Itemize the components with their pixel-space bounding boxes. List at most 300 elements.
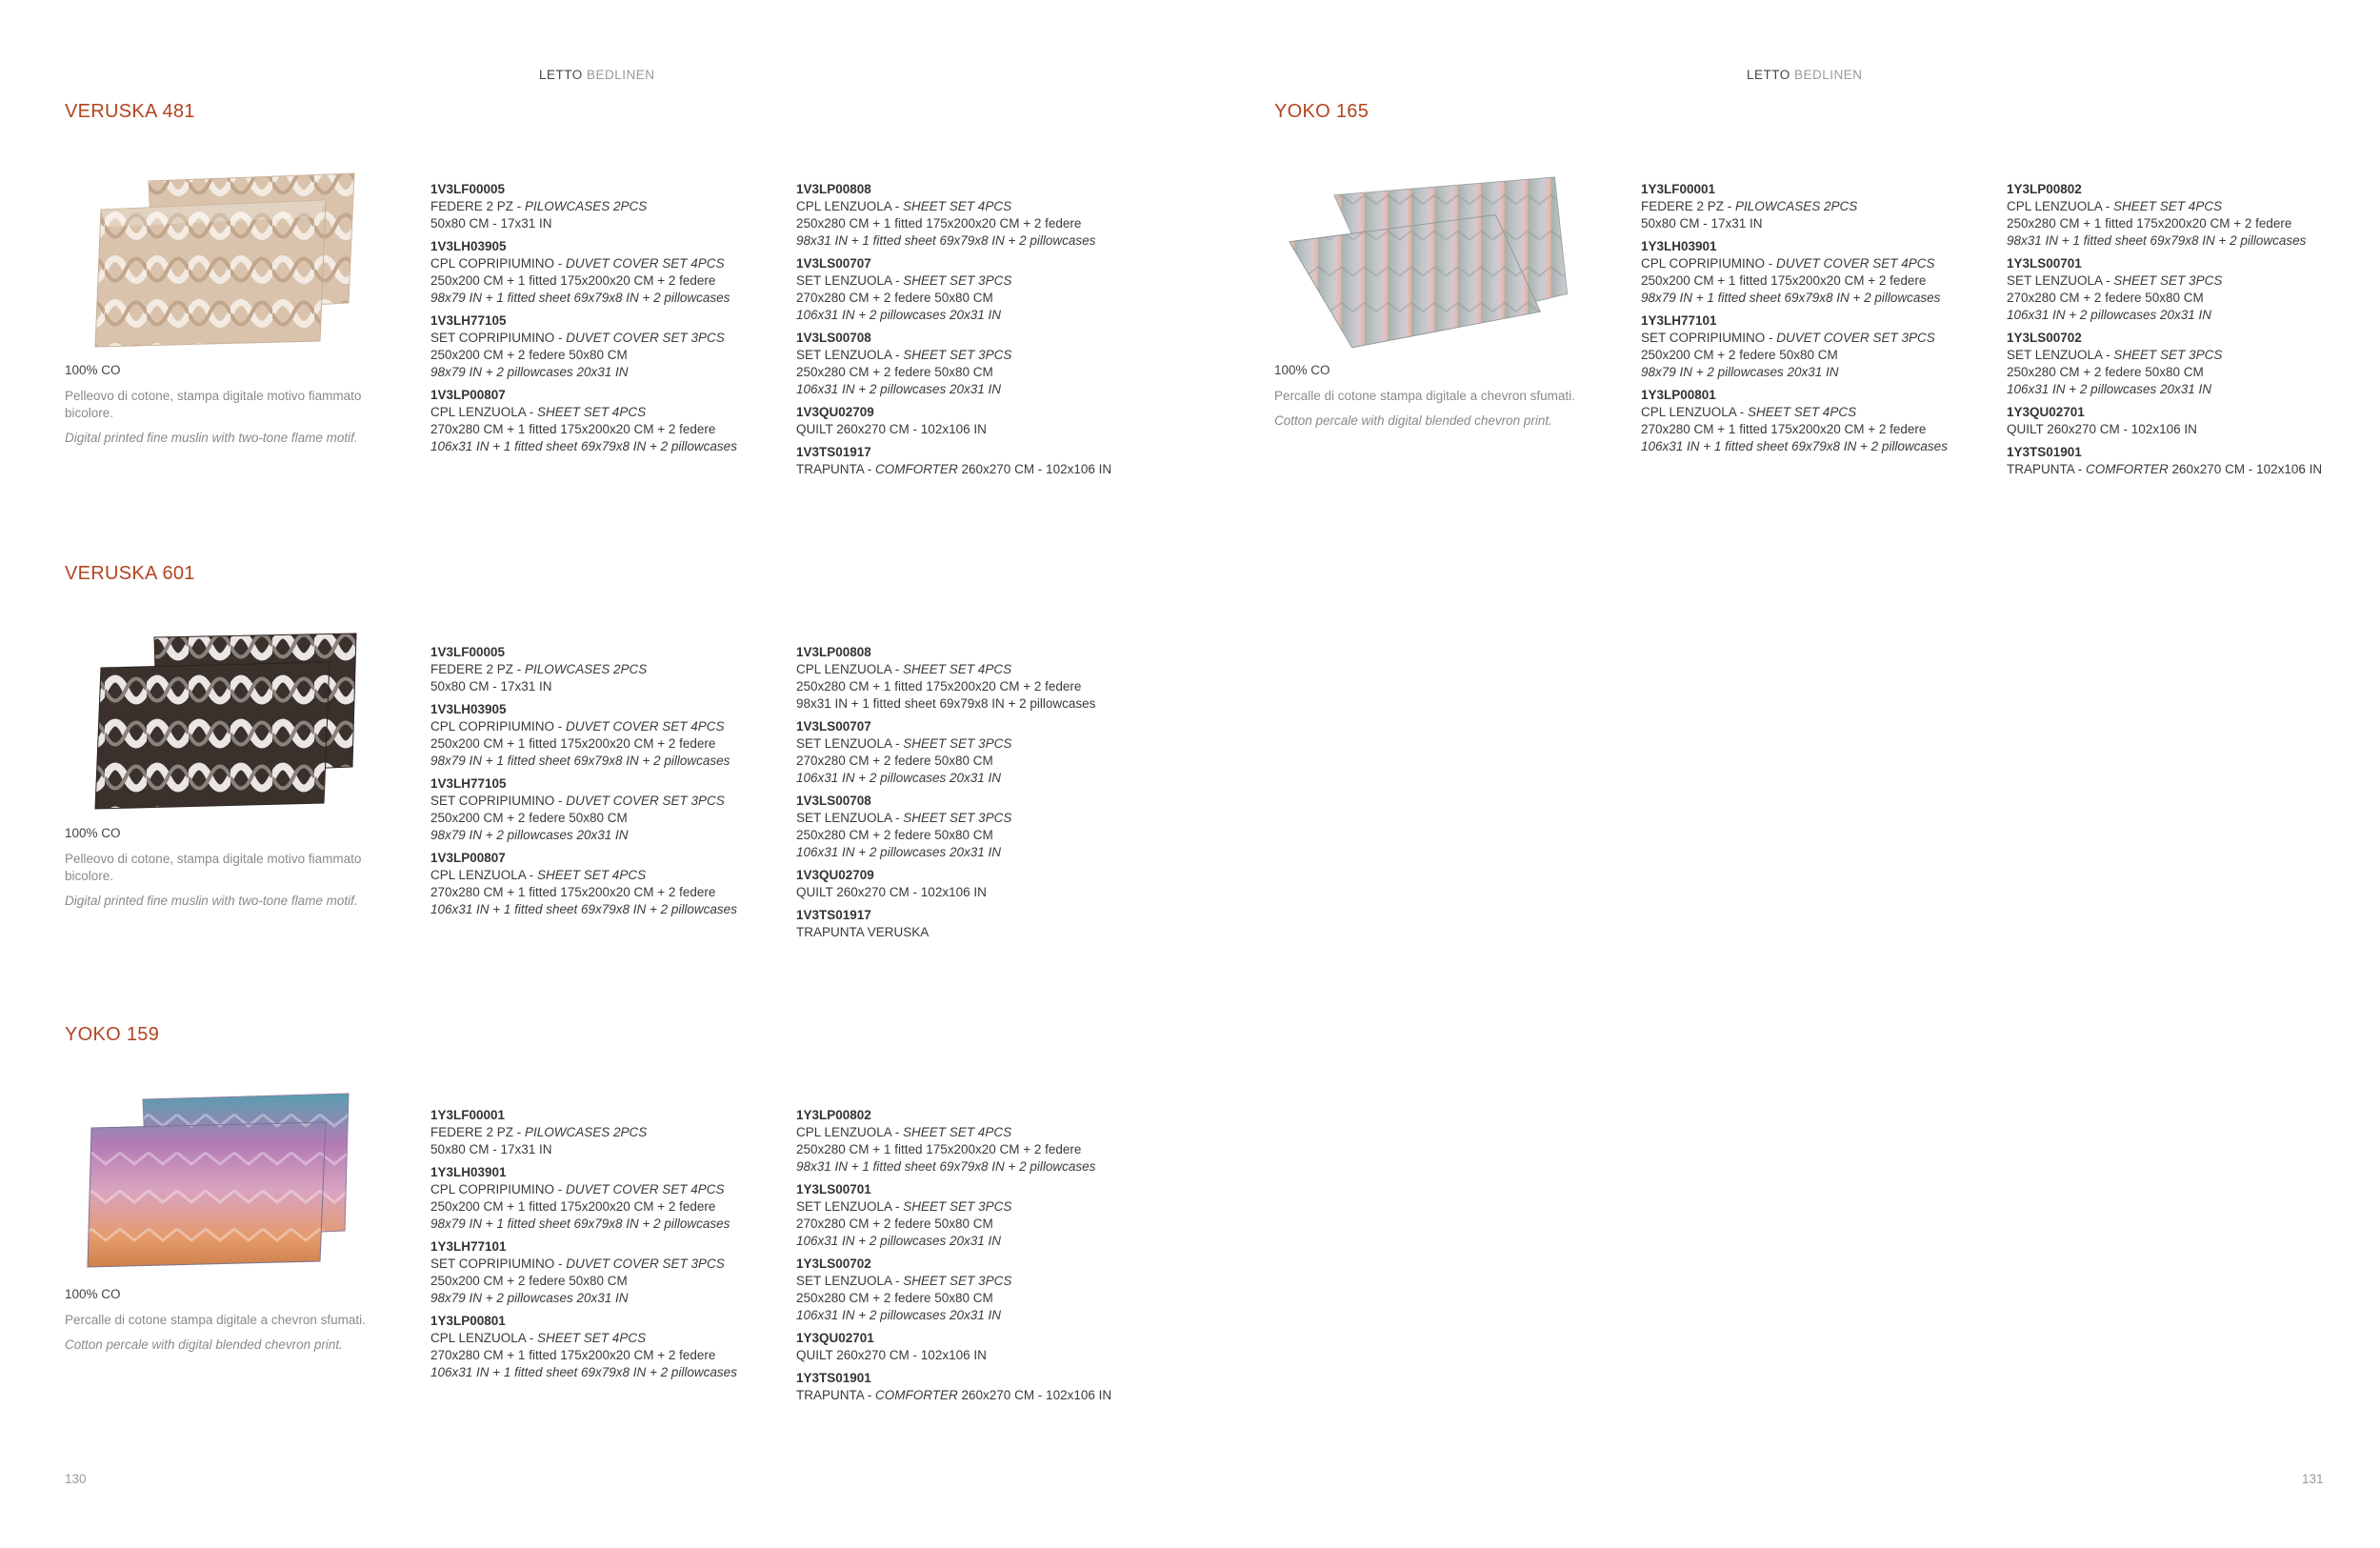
- sku-line-english: 106x31 IN + 2 pillowcases 20x31 IN: [796, 308, 1001, 322]
- sku-line-text: 270x280 CM + 1 fitted 175x200x20 CM + 2 federe: [430, 422, 716, 436]
- sku-line-english: 106x31 IN + 2 pillowcases 20x31 IN: [2007, 382, 2211, 396]
- sku-line: [430, 1124, 792, 1141]
- sku-line: [1641, 421, 2003, 438]
- sku-entry: [796, 1256, 1158, 1324]
- sku-line-english: 106x31 IN + 1 fitted sheet 69x79x8 IN + 2 pillowcases: [1641, 439, 1948, 453]
- sku-line-english: DUVET COVER SET 4PCS: [1776, 256, 1935, 271]
- sku-column: [430, 644, 792, 924]
- sku-line-text: SET LENZUOLA -: [796, 736, 904, 751]
- sku-line: [796, 810, 1158, 827]
- sku-line: [430, 884, 792, 901]
- sku-entry: [796, 718, 1158, 787]
- sku-line-text: 270x280 CM + 1 fitted 175x200x20 CM + 2 federe: [1641, 422, 1927, 436]
- sku-column: [430, 1107, 792, 1387]
- sku-line: [796, 381, 1158, 398]
- sku-line: [430, 364, 792, 381]
- sku-line-text: 270x280 CM + 1 fitted 175x200x20 CM + 2 federe: [430, 885, 716, 899]
- sku-line: [430, 678, 792, 695]
- sku-entry: [430, 644, 792, 695]
- sku-line-text: QUILT 260x270 CM - 102x106 IN: [796, 422, 987, 436]
- product-title: VERUSKA 601: [65, 563, 195, 584]
- sku-line: [2007, 461, 2380, 478]
- sku-line-english: 98x31 IN + 1 fitted sheet 69x79x8 IN + 2 pillowcases: [796, 233, 1096, 248]
- sku-line-english: SHEET SET 3PCS: [903, 273, 1012, 288]
- sku-line: [430, 347, 792, 364]
- sku-code: 1V3LP00807: [430, 388, 506, 402]
- sku-entry: [1641, 387, 2003, 455]
- sku-line-english: SHEET SET 4PCS: [903, 662, 1012, 676]
- pillow-image-yoko-159: [63, 1086, 368, 1277]
- sku-line-text: CPL LENZUOLA -: [430, 1331, 538, 1345]
- sku-line-english: SHEET SET 3PCS: [2113, 273, 2223, 288]
- sku-line-text: 250x280 CM + 1 fitted 175x200x20 CM + 2 federe: [796, 216, 1082, 231]
- sku-line-text: SET COPRIPIUMINO -: [430, 1256, 567, 1271]
- sku-line-text: CPL LENZUOLA -: [430, 868, 538, 882]
- sku-line-english: DUVET COVER SET 4PCS: [566, 1182, 725, 1196]
- sku-entry: [430, 701, 792, 770]
- description-italian: Percalle di cotone stampa digitale a chevron sfumati.: [65, 1313, 366, 1327]
- sku-line-text: CPL LENZUOLA -: [2007, 199, 2114, 213]
- sku-code: 1Y3LS00701: [2007, 256, 2082, 271]
- sku-line: [796, 884, 1158, 901]
- sku-line: [796, 753, 1158, 770]
- sku-line-text: 50x80 CM - 17x31 IN: [430, 216, 552, 231]
- sku-line-english: PILOWCASES 2PCS: [1735, 199, 1858, 213]
- sku-line: [1641, 438, 2003, 455]
- header-sub: BEDLINEN: [1794, 68, 1863, 82]
- sku-line: [430, 404, 792, 421]
- sku-line-english: 106x31 IN + 1 fitted sheet 69x79x8 IN + 2 pillowcases: [430, 1365, 737, 1379]
- sku-line-english: SHEET SET 3PCS: [903, 1274, 1012, 1288]
- sku-line-text: 260x270 CM - 102x106 IN: [957, 462, 1112, 476]
- right-page: [1210, 0, 2380, 1548]
- sku-line-text: 270x280 CM + 2 federe 50x80 CM: [796, 1216, 993, 1231]
- sku-line-text: SET LENZUOLA -: [796, 348, 904, 362]
- product-title: VERUSKA 481: [65, 101, 195, 122]
- sku-column: [430, 181, 792, 461]
- sku-line: [796, 215, 1158, 232]
- sku-entry: [430, 1164, 792, 1233]
- sku-line-english: SHEET SET 4PCS: [537, 868, 647, 882]
- sku-line: [430, 1273, 792, 1290]
- sku-line-text: CPL LENZUOLA -: [430, 405, 538, 419]
- sku-column: [1641, 181, 2003, 461]
- description-english: Cotton percale with digital blended chevron print.: [65, 1337, 343, 1352]
- sku-code: 1Y3LS00702: [796, 1256, 871, 1271]
- sku-line-text: 250x200 CM + 1 fitted 175x200x20 CM + 2 federe: [430, 736, 716, 751]
- description-english: Cotton percale with digital blended chevron print.: [1274, 413, 1552, 428]
- sku-line: [796, 1158, 1158, 1176]
- sku-line: [796, 735, 1158, 753]
- sku-line: [430, 1216, 792, 1233]
- sku-line: [796, 232, 1158, 250]
- sku-line: [1641, 198, 2003, 215]
- sku-line: [2007, 198, 2380, 215]
- sku-line: [430, 1256, 792, 1273]
- sku-line: [796, 1233, 1158, 1250]
- sku-line: [796, 1290, 1158, 1307]
- sku-line: [430, 330, 792, 347]
- sku-line: [1641, 330, 2003, 347]
- sku-entry: [796, 330, 1158, 398]
- pillow-image-yoko-165: [1271, 158, 1576, 349]
- composition: 100% CO: [65, 363, 121, 377]
- sku-line-english: 106x31 IN + 2 pillowcases 20x31 IN: [796, 1234, 1001, 1248]
- sku-line-english: 98x79 IN + 1 fitted sheet 69x79x8 IN + 2 pillowcases: [1641, 291, 1941, 305]
- composition: 100% CO: [65, 1287, 121, 1301]
- sku-line-english: 98x79 IN + 2 pillowcases 20x31 IN: [1641, 365, 1839, 379]
- sku-line-text: CPL COPRIPIUMINO -: [430, 719, 567, 734]
- sku-line-english: 98x79 IN + 2 pillowcases 20x31 IN: [430, 365, 629, 379]
- sku-code: 1V3QU02709: [796, 868, 874, 882]
- sku-line-english: DUVET COVER SET 4PCS: [566, 256, 725, 271]
- sku-entry: [796, 1107, 1158, 1176]
- sku-line-text: TRAPUNTA VERUSKA: [796, 925, 930, 939]
- sku-line-text: 250x200 CM + 2 federe 50x80 CM: [430, 348, 628, 362]
- sku-code: 1Y3TS01901: [2007, 445, 2082, 459]
- sku-line-english: PILOWCASES 2PCS: [525, 1125, 648, 1139]
- sku-line-text: CPL LENZUOLA -: [796, 662, 904, 676]
- sku-code: 1V3LH77105: [430, 776, 507, 791]
- sku-line: [2007, 307, 2380, 324]
- sku-entry: [796, 444, 1158, 478]
- sku-entry: [2007, 181, 2380, 250]
- page-header: [539, 68, 655, 82]
- sku-code: 1V3LH03905: [430, 702, 507, 716]
- sku-line: [796, 364, 1158, 381]
- sku-line-text: TRAPUNTA -: [796, 1388, 876, 1402]
- sku-line: [430, 1364, 792, 1381]
- description-english: Digital printed fine muslin with two-tone flame motif.: [65, 894, 358, 908]
- sku-line-english: 106x31 IN + 2 pillowcases 20x31 IN: [796, 382, 1001, 396]
- sku-code: 1Y3LP00802: [796, 1108, 871, 1122]
- sku-line-english: 98x79 IN + 1 fitted sheet 69x79x8 IN + 2 pillowcases: [430, 754, 730, 768]
- sku-line: [1641, 404, 2003, 421]
- sku-entry: [1641, 238, 2003, 307]
- sku-line: [796, 1198, 1158, 1216]
- sku-line-english: 106x31 IN + 1 fitted sheet 69x79x8 IN + 2 pillowcases: [430, 439, 737, 453]
- sku-code: 1Y3LS00701: [796, 1182, 871, 1196]
- sku-entry: [796, 1330, 1158, 1364]
- sku-line-text: 260x270 CM - 102x106 IN: [2168, 462, 2323, 476]
- sku-code: 1Y3LH77101: [430, 1239, 507, 1254]
- header-main: LETTO: [1747, 68, 1790, 82]
- sku-code: 1V3LS00708: [796, 794, 871, 808]
- sku-entry: [796, 255, 1158, 324]
- sku-line: [796, 1307, 1158, 1324]
- sku-code: 1V3LH77105: [430, 313, 507, 328]
- sku-line-english: DUVET COVER SET 3PCS: [1776, 331, 1935, 345]
- sku-line: [430, 661, 792, 678]
- sku-line-english: 106x31 IN + 1 fitted sheet 69x79x8 IN + 2 pillowcases: [430, 902, 737, 916]
- sku-line-text: CPL COPRIPIUMINO -: [430, 256, 567, 271]
- sku-line-english: 98x31 IN + 1 fitted sheet 69x79x8 IN + 2 pillowcases: [796, 1159, 1096, 1174]
- sku-code: 1Y3LH03901: [1641, 239, 1717, 253]
- sku-column: [2007, 181, 2380, 484]
- material-info: [65, 825, 398, 910]
- sku-line: [796, 1273, 1158, 1290]
- sku-line: [796, 1141, 1158, 1158]
- sku-line-text: 98x31 IN + 1 fitted sheet 69x79x8 IN + 2 pillowcases: [796, 696, 1096, 711]
- sku-column: [796, 644, 1158, 947]
- sku-line-text: 250x280 CM + 2 federe 50x80 CM: [796, 828, 993, 842]
- sku-line-text: QUILT 260x270 CM - 102x106 IN: [2007, 422, 2197, 436]
- sku-line-text: SET LENZUOLA -: [2007, 273, 2114, 288]
- sku-line: [430, 753, 792, 770]
- sku-line: [430, 1347, 792, 1364]
- sku-line: [430, 1181, 792, 1198]
- sku-line: [2007, 421, 2380, 438]
- sku-line: [2007, 290, 2380, 307]
- sku-line-text: CPL COPRIPIUMINO -: [430, 1182, 567, 1196]
- sku-line: [796, 661, 1158, 678]
- sku-line: [430, 793, 792, 810]
- composition: 100% CO: [1274, 363, 1330, 377]
- sku-line-english: DUVET COVER SET 3PCS: [566, 1256, 725, 1271]
- sku-line-english: COMFORTER: [875, 1388, 958, 1402]
- sku-code: 1V3LS00707: [796, 719, 871, 734]
- sku-line-text: 250x280 CM + 2 federe 50x80 CM: [2007, 365, 2204, 379]
- sku-line-text: CPL LENZUOLA -: [796, 199, 904, 213]
- sku-line-english: COMFORTER: [2086, 462, 2169, 476]
- sku-line-english: SHEET SET 4PCS: [537, 1331, 647, 1345]
- sku-entry: [430, 387, 792, 455]
- sku-line: [796, 844, 1158, 861]
- sku-line: [796, 307, 1158, 324]
- sku-code: 1V3LH03905: [430, 239, 507, 253]
- sku-code: 1Y3QU02701: [2007, 405, 2085, 419]
- sku-line-english: PILOWCASES 2PCS: [525, 662, 648, 676]
- sku-line-text: SET LENZUOLA -: [796, 1274, 904, 1288]
- sku-entry: [430, 1107, 792, 1158]
- header-sub: BEDLINEN: [587, 68, 655, 82]
- sku-line: [430, 867, 792, 884]
- sku-line: [430, 198, 792, 215]
- sku-line: [2007, 272, 2380, 290]
- sku-entry: [1641, 181, 2003, 232]
- sku-entry: [2007, 444, 2380, 478]
- sku-line-text: 250x280 CM + 2 federe 50x80 CM: [796, 365, 993, 379]
- sku-code: 1V3TS01917: [796, 908, 871, 922]
- sku-line: [430, 810, 792, 827]
- sku-line: [796, 1124, 1158, 1141]
- sku-entry: [430, 1238, 792, 1307]
- sku-line: [796, 347, 1158, 364]
- sku-line: [1641, 290, 2003, 307]
- sku-line: [430, 272, 792, 290]
- sku-line: [1641, 364, 2003, 381]
- sku-line: [430, 290, 792, 307]
- sku-code: 1V3QU02709: [796, 405, 874, 419]
- sku-line-text: CPL LENZUOLA -: [1641, 405, 1749, 419]
- sku-line-english: 106x31 IN + 2 pillowcases 20x31 IN: [796, 845, 1001, 859]
- product-title: YOKO 159: [65, 1024, 160, 1045]
- sku-line: [430, 215, 792, 232]
- description-italian: Pelleovo di cotone, stampa digitale motivo fiammato bicolore.: [65, 852, 362, 883]
- sku-line-text: 270x280 CM + 2 federe 50x80 CM: [796, 291, 993, 305]
- sku-line-english: SHEET SET 3PCS: [903, 736, 1012, 751]
- page-number: 131: [2302, 1472, 2324, 1486]
- sku-line-text: 250x200 CM + 1 fitted 175x200x20 CM + 2 federe: [430, 273, 716, 288]
- sku-line-text: FEDERE 2 PZ -: [430, 1125, 526, 1139]
- sku-column: [796, 181, 1158, 484]
- sku-code: 1Y3LF00001: [1641, 182, 1716, 196]
- sku-line: [796, 827, 1158, 844]
- sku-line-text: FEDERE 2 PZ -: [430, 199, 526, 213]
- sku-column: [796, 1107, 1158, 1410]
- sku-line-english: SHEET SET 4PCS: [537, 405, 647, 419]
- sku-line-text: SET LENZUOLA -: [796, 273, 904, 288]
- sku-line-english: 98x79 IN + 1 fitted sheet 69x79x8 IN + 2 pillowcases: [430, 1216, 730, 1231]
- sku-line: [430, 438, 792, 455]
- sku-entry: [2007, 255, 2380, 324]
- sku-line-text: SET COPRIPIUMINO -: [430, 331, 567, 345]
- sku-entry: [1641, 312, 2003, 381]
- sku-entry: [430, 1313, 792, 1381]
- sku-line-text: CPL LENZUOLA -: [796, 1125, 904, 1139]
- sku-code: 1V3LP00807: [430, 851, 506, 865]
- sku-line-text: 250x280 CM + 1 fitted 175x200x20 CM + 2 federe: [2007, 216, 2292, 231]
- sku-entry: [430, 312, 792, 381]
- sku-line-english: SHEET SET 3PCS: [903, 811, 1012, 825]
- sku-line-text: SET LENZUOLA -: [796, 1199, 904, 1214]
- sku-line: [796, 421, 1158, 438]
- sku-entry: [430, 775, 792, 844]
- composition: 100% CO: [65, 826, 121, 840]
- sku-code: 1Y3LH77101: [1641, 313, 1717, 328]
- sku-line-text: 50x80 CM - 17x31 IN: [1641, 216, 1763, 231]
- sku-entry: [796, 1370, 1158, 1404]
- sku-line-text: TRAPUNTA -: [796, 462, 876, 476]
- sku-code: 1Y3LS00702: [2007, 331, 2082, 345]
- sku-code: 1V3LS00707: [796, 256, 871, 271]
- pillow-image-veruska-601: [63, 624, 368, 814]
- sku-line-text: TRAPUNTA -: [2007, 462, 2087, 476]
- material-info: [65, 1286, 398, 1354]
- sku-line-text: 50x80 CM - 17x31 IN: [430, 1142, 552, 1156]
- page-header: [1747, 68, 1863, 82]
- sku-line-english: 106x31 IN + 2 pillowcases 20x31 IN: [2007, 308, 2211, 322]
- header-main: LETTO: [539, 68, 583, 82]
- sku-line: [796, 770, 1158, 787]
- sku-line-english: SHEET SET 3PCS: [903, 1199, 1012, 1214]
- pillow-image-veruska-481: [63, 160, 368, 351]
- sku-entry: [430, 238, 792, 307]
- sku-line-text: 270x280 CM + 2 federe 50x80 CM: [2007, 291, 2204, 305]
- sku-line-text: SET COPRIPIUMINO -: [430, 794, 567, 808]
- sku-line: [2007, 215, 2380, 232]
- sku-line-text: 250x280 CM + 1 fitted 175x200x20 CM + 2 federe: [796, 1142, 1082, 1156]
- sku-code: 1Y3LP00802: [2007, 182, 2082, 196]
- sku-code: 1Y3LP00801: [430, 1314, 506, 1328]
- sku-line: [796, 924, 1158, 941]
- sku-line: [430, 421, 792, 438]
- sku-line: [796, 272, 1158, 290]
- sku-line: [430, 1198, 792, 1216]
- sku-code: 1Y3QU02701: [796, 1331, 874, 1345]
- sku-entry: [2007, 330, 2380, 398]
- sku-line: [1641, 255, 2003, 272]
- sku-line-english: SHEET SET 4PCS: [903, 1125, 1012, 1139]
- sku-code: 1V3LS00708: [796, 331, 871, 345]
- sku-line: [796, 290, 1158, 307]
- sku-line-english: 106x31 IN + 2 pillowcases 20x31 IN: [796, 1308, 1001, 1322]
- sku-entry: [796, 793, 1158, 861]
- sku-line-english: SHEET SET 4PCS: [2113, 199, 2223, 213]
- sku-line-text: SET COPRIPIUMINO -: [1641, 331, 1777, 345]
- sku-code: 1V3LP00808: [796, 645, 871, 659]
- sku-line-english: COMFORTER: [875, 462, 958, 476]
- sku-line: [2007, 232, 2380, 250]
- sku-line-text: 250x200 CM + 2 federe 50x80 CM: [430, 1274, 628, 1288]
- sku-line-text: 50x80 CM - 17x31 IN: [430, 679, 552, 694]
- product-title: YOKO 165: [1274, 101, 1370, 122]
- sku-line-english: SHEET SET 4PCS: [903, 199, 1012, 213]
- sku-code: 1Y3TS01901: [796, 1371, 871, 1385]
- sku-code: 1V3LF00005: [430, 182, 506, 196]
- sku-line-text: 250x280 CM + 2 federe 50x80 CM: [796, 1291, 993, 1305]
- sku-line-english: DUVET COVER SET 3PCS: [566, 794, 725, 808]
- sku-line-text: QUILT 260x270 CM - 102x106 IN: [796, 1348, 987, 1362]
- sku-line-text: 250x200 CM + 2 federe 50x80 CM: [1641, 348, 1838, 362]
- sku-line: [430, 735, 792, 753]
- sku-line: [796, 1347, 1158, 1364]
- sku-line-text: 250x200 CM + 2 federe 50x80 CM: [430, 811, 628, 825]
- sku-line-english: SHEET SET 3PCS: [2113, 348, 2223, 362]
- sku-entry: [430, 181, 792, 232]
- sku-entry: [796, 907, 1158, 941]
- sku-line-text: 250x200 CM + 1 fitted 175x200x20 CM + 2 federe: [1641, 273, 1927, 288]
- sku-line: [796, 1387, 1158, 1404]
- sku-code: 1V3LP00808: [796, 182, 871, 196]
- sku-line-english: 98x31 IN + 1 fitted sheet 69x79x8 IN + 2 pillowcases: [2007, 233, 2307, 248]
- sku-line-text: FEDERE 2 PZ -: [430, 662, 526, 676]
- sku-line-english: SHEET SET 3PCS: [903, 348, 1012, 362]
- sku-entry: [2007, 404, 2380, 438]
- page-number: 130: [65, 1472, 87, 1486]
- description-italian: Pelleovo di cotone, stampa digitale motivo fiammato bicolore.: [65, 389, 362, 420]
- sku-line-text: 250x200 CM + 1 fitted 175x200x20 CM + 2 federe: [430, 1199, 716, 1214]
- sku-code: 1Y3LF00001: [430, 1108, 506, 1122]
- material-info: [1274, 362, 1608, 430]
- description-english: Digital printed fine muslin with two-tone flame motif.: [65, 431, 358, 445]
- sku-line-english: SHEET SET 4PCS: [1748, 405, 1857, 419]
- sku-line-text: 250x280 CM + 1 fitted 175x200x20 CM + 2 federe: [796, 679, 1082, 694]
- sku-line-text: 270x280 CM + 2 federe 50x80 CM: [796, 754, 993, 768]
- sku-line: [430, 718, 792, 735]
- sku-line-english: 106x31 IN + 2 pillowcases 20x31 IN: [796, 771, 1001, 785]
- sku-code: 1V3LF00005: [430, 645, 506, 659]
- sku-line-text: SET LENZUOLA -: [796, 811, 904, 825]
- sku-line-text: FEDERE 2 PZ -: [1641, 199, 1736, 213]
- sku-entry: [796, 181, 1158, 250]
- sku-line-text: 260x270 CM - 102x106 IN: [957, 1388, 1112, 1402]
- sku-line: [430, 255, 792, 272]
- description-italian: Percalle di cotone stampa digitale a chevron sfumati.: [1274, 389, 1575, 403]
- sku-line: [1641, 347, 2003, 364]
- sku-line: [430, 827, 792, 844]
- sku-line: [796, 678, 1158, 695]
- sku-line-english: 98x79 IN + 1 fitted sheet 69x79x8 IN + 2 pillowcases: [430, 291, 730, 305]
- sku-line: [1641, 215, 2003, 232]
- sku-entry: [796, 404, 1158, 438]
- sku-line-english: 98x79 IN + 2 pillowcases 20x31 IN: [430, 1291, 629, 1305]
- sku-line-text: SET LENZUOLA -: [2007, 348, 2114, 362]
- sku-line-text: 270x280 CM + 1 fitted 175x200x20 CM + 2 federe: [430, 1348, 716, 1362]
- sku-line: [1641, 272, 2003, 290]
- sku-line-english: DUVET COVER SET 3PCS: [566, 331, 725, 345]
- sku-line: [430, 1290, 792, 1307]
